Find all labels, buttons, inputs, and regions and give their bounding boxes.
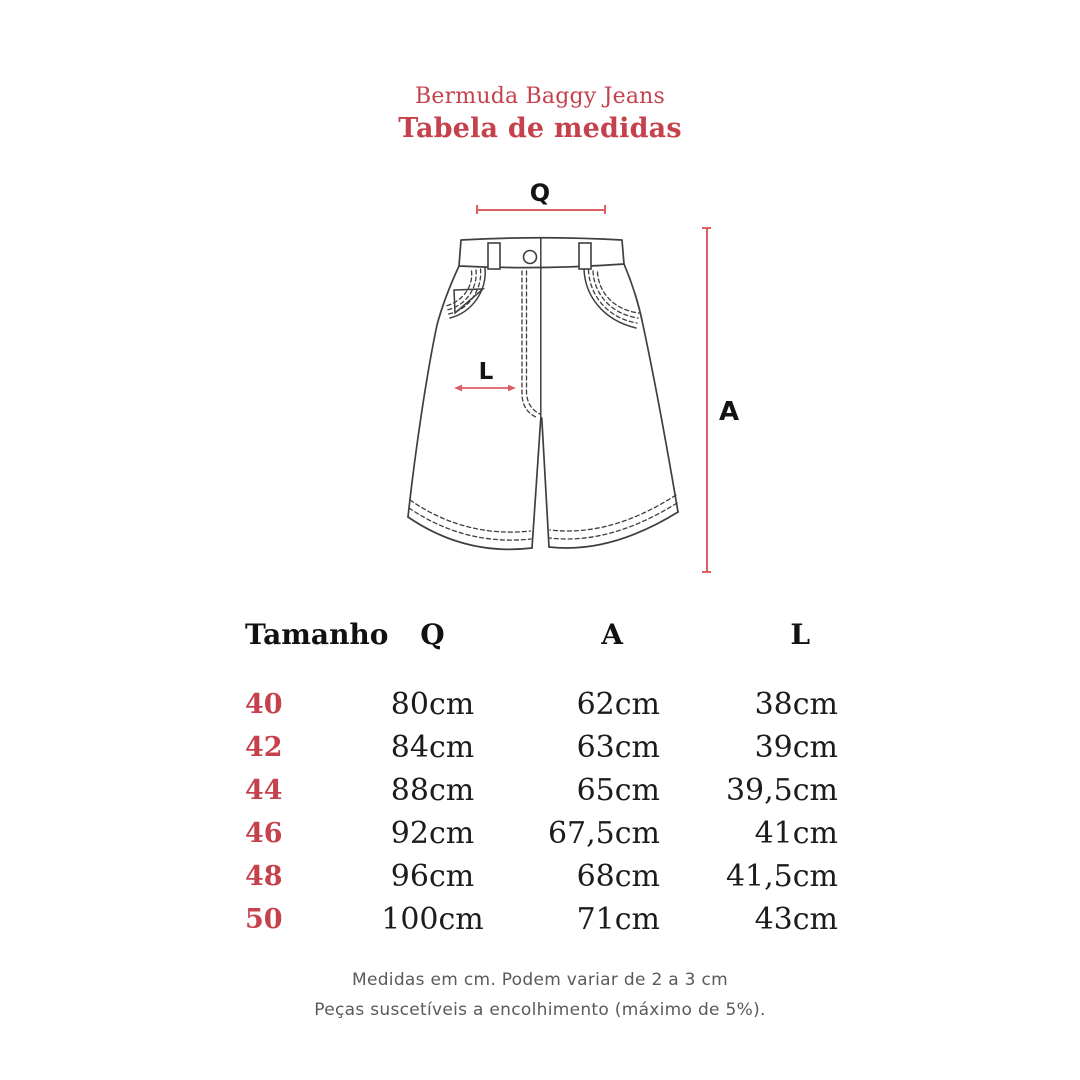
a-cell: 67,5cm [547,816,660,851]
measure-q-tick-right [604,205,606,214]
table-row [245,898,838,941]
q-cell: 88cm [390,773,475,808]
table-row [245,683,838,726]
right-side-seam [624,264,678,512]
measure-a-label: A [719,397,740,427]
size-table [245,613,838,941]
table-row [245,812,838,855]
note-variation: Medidas em cm. Podem variar de 2 a 3 cm [351,970,729,990]
l-cell: 41cm [754,816,838,851]
size-cell: 42 [245,732,283,763]
l-cell: 39cm [754,730,838,765]
right-belt-loop [579,243,591,269]
q-cell: 84cm [390,730,475,765]
size-cell: 46 [245,818,283,849]
table-header-row [245,613,838,657]
a-cell: 63cm [576,730,660,765]
column-header-tamanho: Tamanho [245,618,389,651]
a-cell: 71cm [576,902,660,937]
measure-l-arrow [452,381,518,395]
size-cell: 48 [245,861,283,892]
right-pocket-curve [584,269,636,328]
measure-q-label: Q [529,179,551,207]
l-cell: 38cm [754,687,838,722]
size-chart-title: Tabela de medidas [398,113,682,144]
table-row [245,726,838,769]
a-cell: 62cm [576,687,660,722]
note-shrinkage: Peças suscetíveis a encolhimento (máximo de 5%). [314,1000,766,1020]
left-hem [408,517,532,549]
a-cell: 68cm [576,859,660,894]
l-cell: 43cm [754,902,838,937]
fly-stitch-outer [522,271,538,418]
left-inseam [532,418,541,548]
column-header-q: Q [420,618,445,651]
size-cell: 40 [245,689,283,720]
l-cell: 39,5cm [725,773,838,808]
q-cell: 100cm [381,902,484,937]
measure-a-tick-top [702,227,711,229]
waist-button [524,251,537,264]
q-cell: 92cm [390,816,475,851]
a-cell: 65cm [576,773,660,808]
product-name: Bermuda Baggy Jeans [414,84,665,109]
table-row [245,769,838,812]
size-cell: 44 [245,775,283,806]
q-cell: 96cm [390,859,475,894]
table-row [245,855,838,898]
column-header-a: A [601,618,623,651]
measure-q-line [476,209,606,211]
fly-stitch-inner [527,271,541,414]
l-cell: 41,5cm [725,859,838,894]
right-hem [549,512,678,548]
left-belt-loop [488,243,500,269]
shorts-illustration [395,232,685,554]
measure-q-tick-left [476,205,478,214]
right-inseam [542,418,549,547]
measure-a-line [706,227,708,573]
q-cell: 80cm [390,687,475,722]
column-header-l: L [790,618,810,651]
measure-l-label: L [478,359,494,385]
measure-a-tick-bottom [702,571,711,573]
size-cell: 50 [245,904,283,935]
